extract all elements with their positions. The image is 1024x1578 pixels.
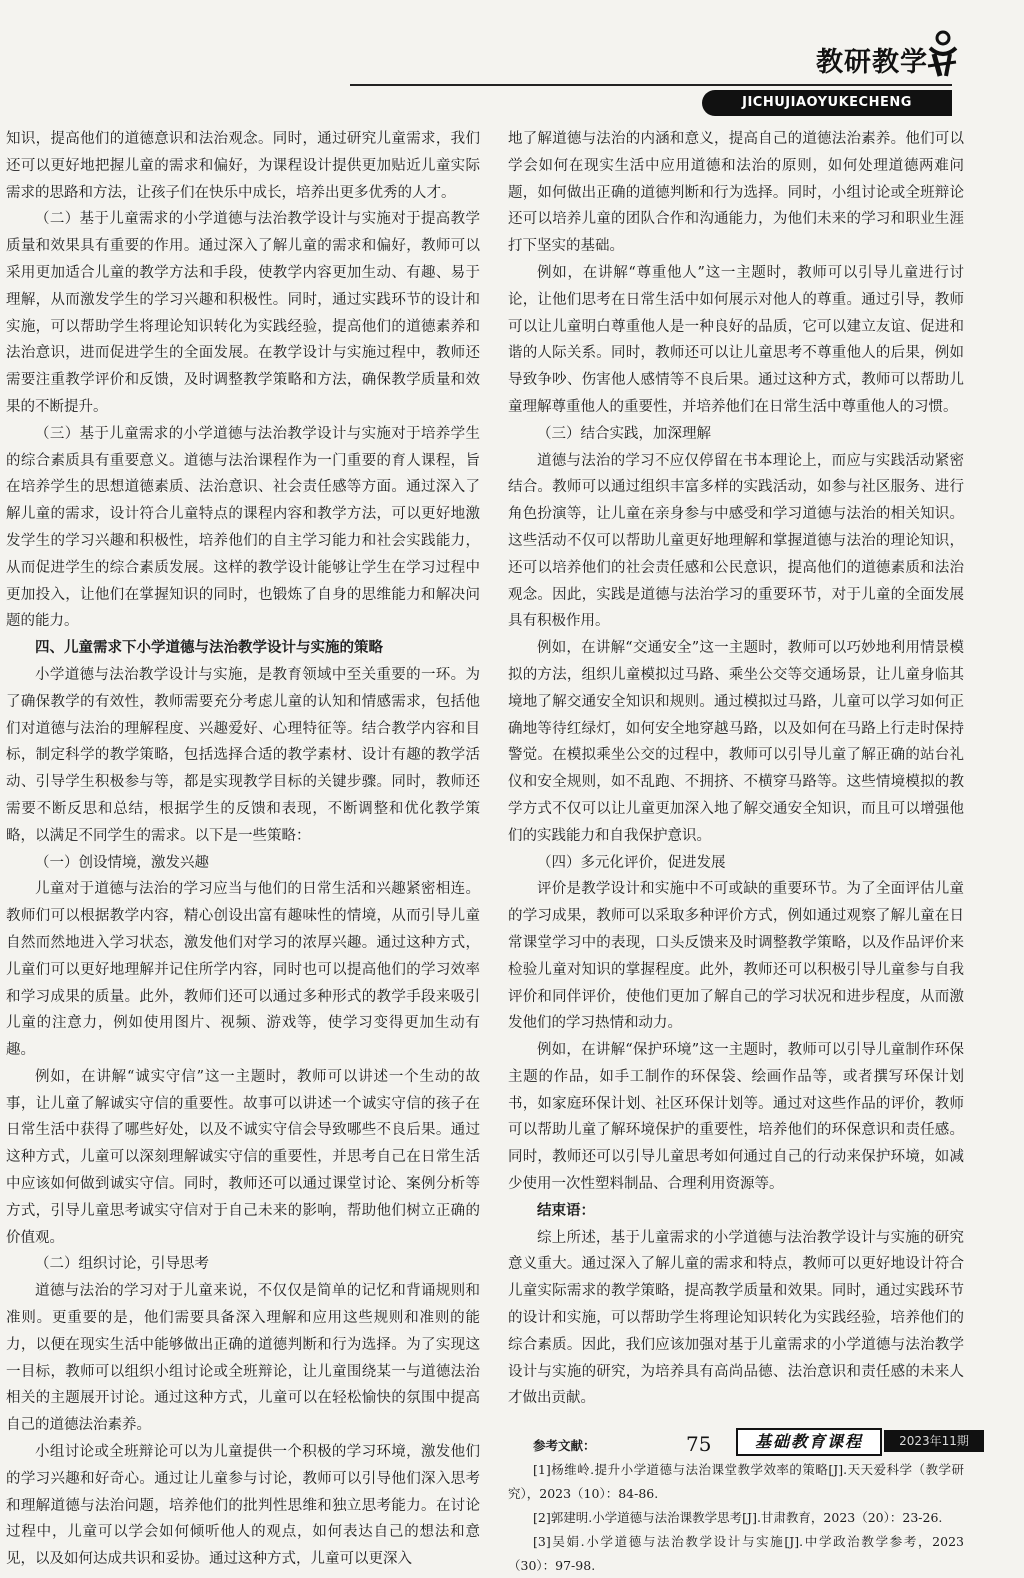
paragraph-left-5: 小学道德与法治教学设计与实施，是教育领域中至关重要的一环。为了确保教学的有效性，教师需要充分考虑儿童的认知和情感需求，包括他们对道德与法治的理解程度、兴趣爱好、心理特征等。结合教学内容和目标，制定科学的教学策略，包括选择合适的教学素材、设计有趣的教学活动、引导学生积极参与等，都是实现教学目标的关键步骤。同时，教师还需要不断反思和总结，根据学生的反馈和表现，不断调整和优化教学策略，以满足不同学生的需求。以下是一些策略： (6, 666, 480, 844)
paragraph-right-4: 道德与法治的学习不应仅停留在书本理论上，而应与实践活动紧密结合。教师可以通过组织丰富多样的实践活动，如参与社区服务、进行角色扮演等，让儿童在亲身参与中感受和学习道德与法治的相关知识。这些活动不仅可以帮助儿童更好地理解和掌握道德与法治的理论知识，还可以培养他们的社会责任感和公民意识，提高他们的道德素质和法治观念。因此，实践是道德与法治学习的重要环节，对于儿童的全面发展具有积极作用。 (508, 452, 964, 630)
reference-item-1: [1]杨维岭.提升小学道德与法治课堂教学效率的策略[J].天天爱科学（教学研究），2023（10）：84-86. (508, 1462, 964, 1502)
heading-left-6: （一）创设情境，激发兴趣 (35, 854, 209, 871)
journal-name: 基础教育课程 (736, 1428, 882, 1456)
header-rule (350, 84, 952, 86)
page-number: 75 (686, 1432, 712, 1456)
heading-right-6: （四）多元化评价，促进发展 (537, 854, 726, 871)
paragraph-left-1: 知识，提高他们的道德意识和法治观念。同时，通过研究儿童需求，我们还可以更好地把握儿童的需求和偏好，为课程设计提供更加贴近儿童实际需求的思路和方法，让孩子们在快乐中成长，培养出更多优秀的人才。 (6, 131, 480, 201)
paragraph-left-3: （三）基于儿童需求的小学道德与法治教学设计与实施对于培养学生的综合素质具有重要意义。道德与法治课程作为一门重要的育人课程，旨在培养学生的思想道德素质、法治意识、社会责任感等方面。通过深入了解儿童的需求，设计符合儿童特点的课程内容和教学方法，可以更好地激发学生的学习兴趣和积极性，培养他们的自主学习能力和社会实践能力，从而促进学生的综合素质发展。这样的教学设计能够让学生在学习过程中更加投入，让他们在掌握知识的同时，也锻炼了自身的思维能力和解决问题的能力。 (6, 425, 480, 630)
paragraph-left-11: 小组讨论或全班辩论可以为儿童提供一个积极的学习环境，激发他们的学习兴趣和好奇心。通过让儿童参与讨论，教师可以引导他们深入思考和理解道德与法治问题，培养他们的批判性思维和独立思考能力。在讨论过程中，儿童可以学会如何倾听他人的观点，如何表达自己的想法和意见，以及如何达成共识和妥协。通过这种方式，儿童可以更深入 (6, 1444, 480, 1568)
paragraph-right-10: 综上所述，基于儿童需求的小学道德与法治教学设计与实施的研究意义重大。通过深入了解儿童的需求和特点，教师可以更好地设计符合儿童实际需求的教学策略，提高教学质量和效果。同时，通过实践环节的设计和实施，可以帮助学生将理论知识转化为实践经验，培养他们的综合素质。因此，我们应该加强对基于儿童需求的小学道德与法治教学设计与实施的研究，为培养具有高尚品德、法治意识和责任感的未来人才做出贡献。 (508, 1229, 964, 1407)
heading-left-4: 四、儿童需求下小学道德与法治教学设计与实施的策略 (35, 640, 383, 657)
paragraph-left-2: （二）基于儿童需求的小学道德与法治教学设计与实施对于提高教学质量和效果具有重要的作用。通过深入了解儿童的需求和偏好，教师可以采用更加适合儿童的教学方法和手段，使教学内容更加生动、有趣、易于理解，从而激发学生的学习兴趣和积极性。同时，通过实践环节的设计和实施，可以帮助学生将理论知识转化为实践经验，提高他们的道德素养和法治意识，进而促进学生的全面发展。在教学设计与实施过程中，教师还需要注重教学评价和反馈，及时调整教学策略和方法，确保教学质量和效果的不断提升。 (6, 211, 480, 415)
paragraph-right-8: 例如，在讲解“保护环境”这一主题时，教师可以引导儿童制作环保主题的作品，如手工制作的环保袋、绘画作品等，或者撰写环保计划书，如家庭环保计划、社区环保计划等。通过对这些作品的评价，教师可以帮助儿童了解环境保护的重要性，培养他们的环保意识和责任感。同时，教师还可以引导儿童思考如何通过自己的行动来保护环境，如减少使用一次性塑料制品、合理利用资源等。 (508, 1042, 964, 1193)
reference-item-3: [3]吴娟.小学道德与法治教学设计与实施[J].中学政治教学参考，2023（30）：97-98. (508, 1534, 964, 1574)
paragraph-left-8: 例如，在讲解“诚实守信”这一主题时，教师可以讲述一个生动的故事，让儿童了解诚实守信的重要性。故事可以讲述一个诚实守信的孩子在日常生活中获得了哪些好处，以及不诚实守信会导致哪些不良后果。通过这种方式，儿童可以深刻理解诚实守信的重要性，并思考自己在日常生活中应该如何做到诚实守信。同时，教师还可以通过课堂讨论、案例分析等方式，引导儿童思考诚实守信对于自己未来的影响，帮助他们树立正确的价值观。 (6, 1068, 480, 1246)
left-column (0, 126, 480, 1573)
issue-date: 2023年11期 (884, 1430, 984, 1452)
right-column (508, 126, 964, 1578)
paragraph-left-10: 道德与法治的学习对于儿童来说，不仅仅是简单的记忆和背诵规则和准则。更重要的是，他们需要具备深入理解和应用这些规则和准则的能力，以便在现实生活中能够做出正确的道德判断和行为选择。为了实现这一目标，教师可以组织小组讨论或全班辩论，让儿童围绕某一与道德法治相关的主题展开讨论。通过这种方式，儿童可以在轻松愉快的氛围中提高自己的道德法治素养。 (6, 1283, 480, 1434)
right-column-body (508, 126, 964, 1412)
heading-right-9: 结束语： (537, 1202, 595, 1219)
reference-item-2: [2]郭建明.小学道德与法治课教学思考[J].甘肃教育，2023（20）：23-26. (533, 1510, 943, 1526)
paragraph-left-7: 儿童对于道德与法治的学习应当与他们的日常生活和兴趣紧密相连。教师们可以根据教学内容，精心创设出富有趣味性的情境，从而引导儿童自然而然地进入学习状态，激发他们对学习的浓厚兴趣。通过这种方式，儿童们可以更好地理解并记住所学内容，同时也可以提高他们的学习效率和学习成果的质量。此外，教师们还可以通过多种形式的教学手段来吸引儿童的注意力，例如使用图片、视频、游戏等，使学习变得更加生动有趣。 (6, 881, 480, 1059)
references-title: 参考文献： (533, 1438, 596, 1454)
paragraph-right-1: 地了解道德与法治的内涵和意义，提高自己的道德法治素养。他们可以学会如何在现实生活中应用道德和法治的原则，如何处理道德两难问题，如何做出正确的道德判断和行为选择。同时，小组讨论或全班辩论还可以培养儿童的团队合作和沟通能力，为他们未来的学习和职业生涯打下坚实的基础。 (508, 131, 964, 255)
section-banner: JICHUJIAOYUKECHENG (702, 90, 952, 116)
paragraph-right-7: 评价是教学设计和实施中不可或缺的重要环节。为了全面评估儿童的学习成果，教师可以采取多种评价方式，例如通过观察了解儿童在日常课堂学习中的表现，口头反馈来及时调整教学策略，以及作品评价来检验儿童对知识的掌握程度。此外，教师还可以积极引导儿童参与自我评价和同伴评价，使他们更加了解自己的学习状况和进步程度，从而激发他们的学习热情和动力。 (508, 881, 964, 1032)
paragraph-right-2: 例如，在讲解“尊重他人”这一主题时，教师可以引导儿童进行讨论，让他们思考在日常生活中如何展示对他人的尊重。通过引导，教师可以让儿童明白尊重他人是一种良好的品质，它可以建立友谊、促进和谐的人际关系。同时，教师还可以让儿童思考不尊重他人的后果，例如导致争吵、伤害他人感情等不良后果。通过这种方式，教师可以帮助儿童理解尊重他人的重要性，并培养他们在日常生活中尊重他人的习惯。 (508, 264, 964, 415)
paragraph-right-5: 例如，在讲解“交通安全”这一主题时，教师可以巧妙地利用情景模拟的方法，组织儿童模拟过马路、乘坐公交等交通场景，让儿童身临其境地了解交通安全知识和规则。通过模拟过马路，儿童可以学习如何正确地等待红绿灯，如何安全地穿越马路，以及如何在马路上行走时保持警觉。在模拟乘坐公交的过程中，教师可以引导儿童了解正确的站台礼仪和安全规则，如不乱跑、不拥挤、不横穿马路等。这些情境模拟的教学方式不仅可以让儿童更加深入地了解交通安全知识，而且可以增强他们的实践能力和自我保护意识。 (508, 640, 964, 844)
reading-figure-logo-icon (926, 30, 960, 80)
section-title: 教研教学 (816, 47, 928, 78)
heading-left-9: （二）组织讨论，引导思考 (35, 1256, 209, 1273)
heading-right-3: （三）结合实践，加深理解 (537, 425, 711, 442)
